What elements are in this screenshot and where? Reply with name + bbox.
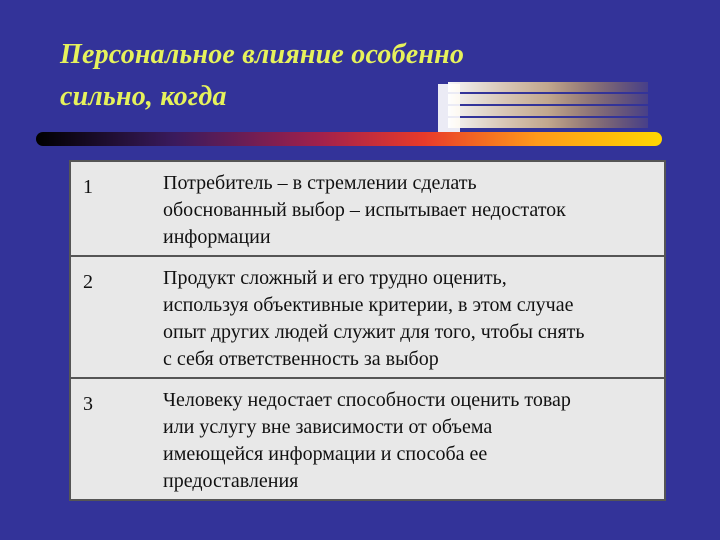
- row-text-line: предоставления: [163, 470, 299, 492]
- table-row: [70, 256, 665, 378]
- row-number: 3: [83, 393, 93, 415]
- row-text-line: Человеку недостает способности оценить товар: [163, 389, 571, 411]
- slide-title-line-1: Персональное влияние особенно: [60, 39, 465, 70]
- row-text-line: опыт других людей служит для того, чтобы снять: [163, 321, 585, 343]
- decoration-fade-stripes: [438, 82, 648, 140]
- table-row: [70, 161, 665, 256]
- row-text-line: используя объективные критерии, в этом случае: [163, 294, 574, 316]
- row-text-line: обоснованный выбор – испытывает недостаток: [163, 199, 566, 221]
- row-number: 2: [83, 271, 93, 293]
- row-text-line: или услугу вне зависимости от объема: [163, 416, 493, 438]
- row-text-line: Потребитель – в стремлении сделать: [163, 172, 477, 194]
- row-text-line: с себя ответственность за выбор: [163, 348, 439, 370]
- row-text-line: имеющейся информации и способа ее: [163, 443, 488, 465]
- table-row: [70, 378, 665, 500]
- row-text: [153, 256, 665, 378]
- row-text: [153, 378, 665, 500]
- slide-title-line-2: сильно, когда: [60, 81, 227, 112]
- row-number: 1: [83, 176, 93, 198]
- title-underline-decoration: [36, 82, 666, 158]
- row-text-line: Продукт сложный и его трудно оценить,: [163, 267, 507, 289]
- decoration-gradient-bar: [36, 132, 662, 146]
- row-text: [153, 161, 665, 256]
- row-text-line: информации: [163, 226, 271, 248]
- conditions-table: [69, 160, 666, 501]
